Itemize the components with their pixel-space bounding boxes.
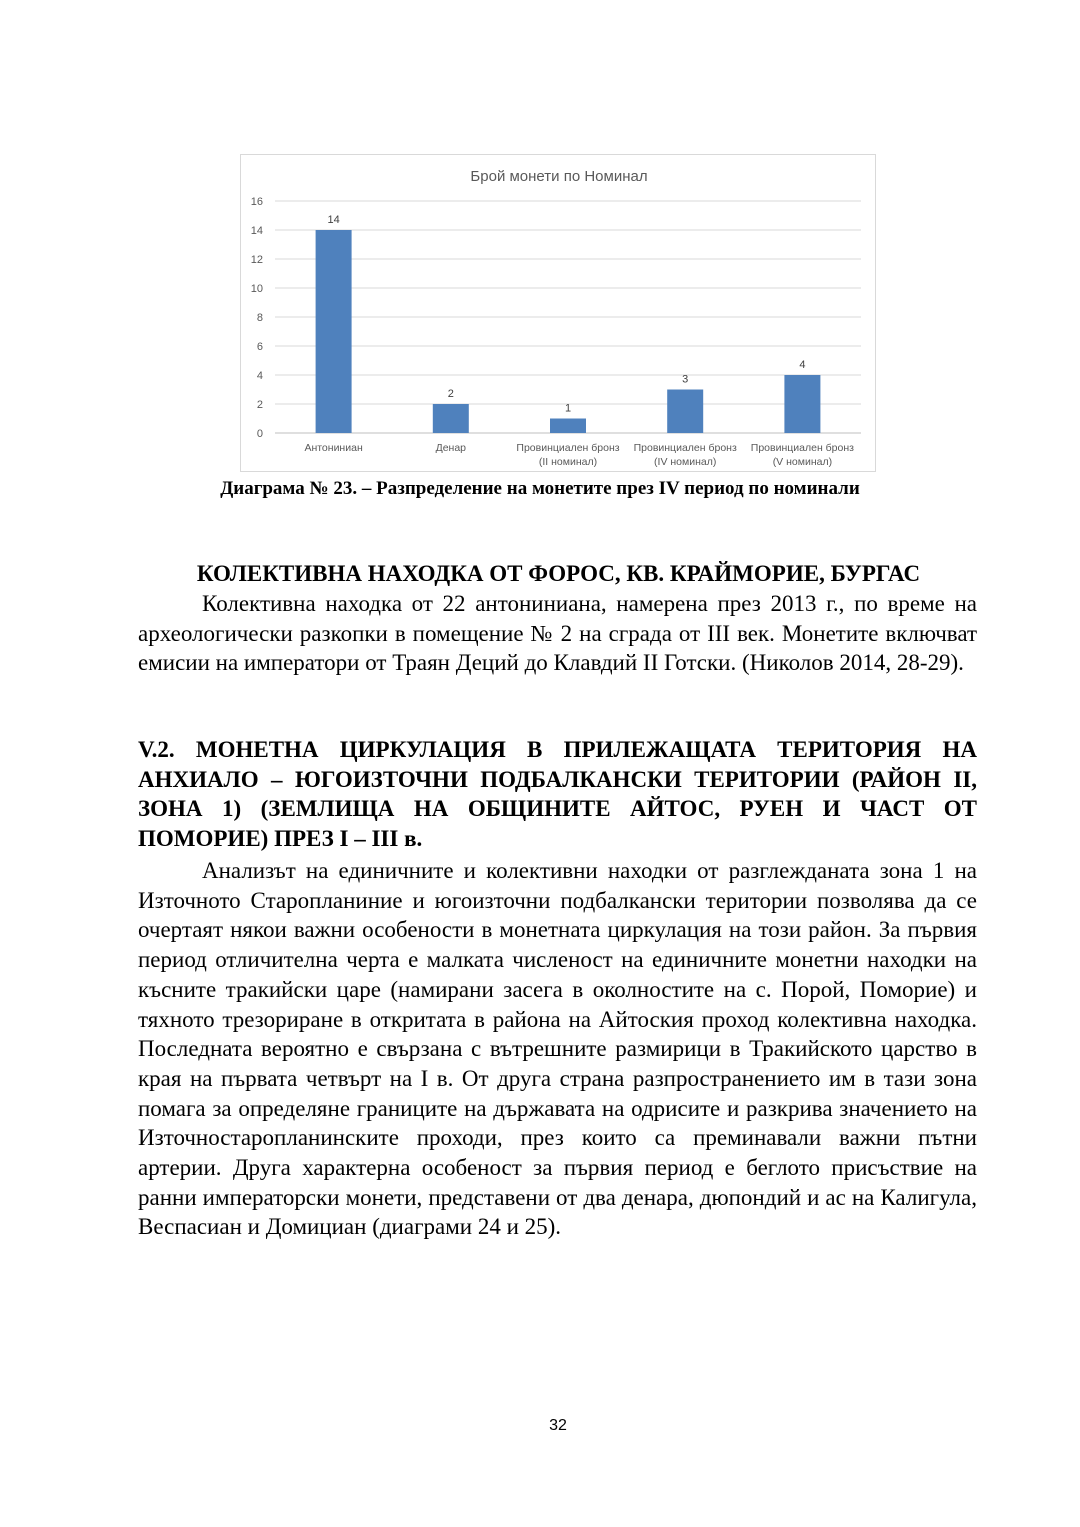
data-label: 3: [682, 373, 689, 386]
bar: [784, 375, 820, 433]
y-tick-label: 8: [256, 312, 263, 324]
y-tick-label: 12: [250, 254, 263, 266]
x-tick-label: Провинциален бронз: [633, 442, 737, 454]
x-tick-label: (II номинал): [538, 456, 598, 468]
data-label: 14: [327, 214, 340, 226]
x-tick-label: (V номинал): [772, 456, 833, 468]
y-tick-label: 2: [256, 399, 263, 411]
section-heading-anchialo: V.2. МОНЕТНА ЦИРКУЛАЦИЯ В ПРИЛЕЖАЩАТА ТЕРИТОРИЯ НА АНХИАЛО – ЮГОИЗТОЧНИ ПОДБАЛКАНСКИ ТЕРИТОРИИ (РАЙОН II, ЗОНА 1) (ЗЕМЛИЩА НА ОБЩИНИТЕ АЙТОС, РУЕН И ЧАСТ ОТ ПОМОРИЕ) ПРЕЗ I – III в.: [138, 737, 977, 851]
bar: [433, 404, 469, 433]
y-tick-label: 0: [256, 428, 263, 440]
paragraph-foros-hoard: Колективна находка от 22 антониниана, намерена през 2013 г., по време на археологически разкопки в помещение № 2 на сграда от III век. Монетите включват емисии на императори от Траян Деций до Клавдий II Готски. (Николов 2014, 28-29).: [138, 591, 977, 676]
bar: [667, 390, 703, 434]
x-tick-label: Провинциален бронз: [750, 442, 854, 454]
y-tick-label: 10: [250, 283, 263, 295]
x-tick-label: Провинциален бронз: [516, 442, 620, 454]
bar: [550, 419, 586, 434]
y-tick-label: 14: [250, 225, 263, 237]
y-tick-label: 16: [250, 196, 263, 208]
page-number: 32: [549, 1417, 567, 1434]
x-tick-label: Денар: [435, 442, 467, 454]
bar-chart: [240, 154, 876, 472]
data-label: 1: [564, 402, 572, 415]
y-tick-label: 4: [256, 370, 263, 382]
data-label: 4: [799, 359, 806, 371]
y-tick-label: 6: [256, 341, 263, 353]
chart-title: Брой монети по Номинал: [470, 168, 648, 185]
chart-canvas: [241, 155, 877, 473]
section-heading-foros: КОЛЕКТИВНА НАХОДКА ОТ ФОРОС, КВ. КРАЙМОРИЕ, БУРГАС: [196, 561, 921, 586]
data-label: 2: [447, 388, 454, 400]
x-tick-label: (IV номинал): [654, 456, 717, 468]
paragraph-coin-circulation: Анализът на единичните и колективни находки от разглежданата зона 1 на Източното Старопланиние и югоизточни подбалкански територии позволява да се очертаят някои важни особености в монетната циркулация на този район. За първия период отличителна черта е малката численост на единичните монетни находки на късните тракийски царе (намирани засега в околностите на с. Порой, Поморие) и тяхното трезориране в откритата в района на Айтоския проход колективна находка. Последната вероятно е свързана с вътрешните размирици в Тракийското царство в края на първата четвърт на I в. От друга страна разпространението им в тази зона помага за определяне границите на държавата на одрисите и разкрива значението на Източностаропланинските проходи, през които са преминавали важни пътни артерии. Друга характерна особеност за първия период е беглото присъствие на ранни императорски монети, представени от два денара, дюпондий и ас на Калигула, Веспасиан и Домициан (диаграми 24 и 25).: [138, 858, 977, 1240]
figure-caption: Диаграма № 23. – Разпределение на монетите през IV период по номинали: [220, 478, 860, 499]
bar: [316, 230, 352, 433]
x-tick-label: Антониниан: [304, 442, 363, 454]
